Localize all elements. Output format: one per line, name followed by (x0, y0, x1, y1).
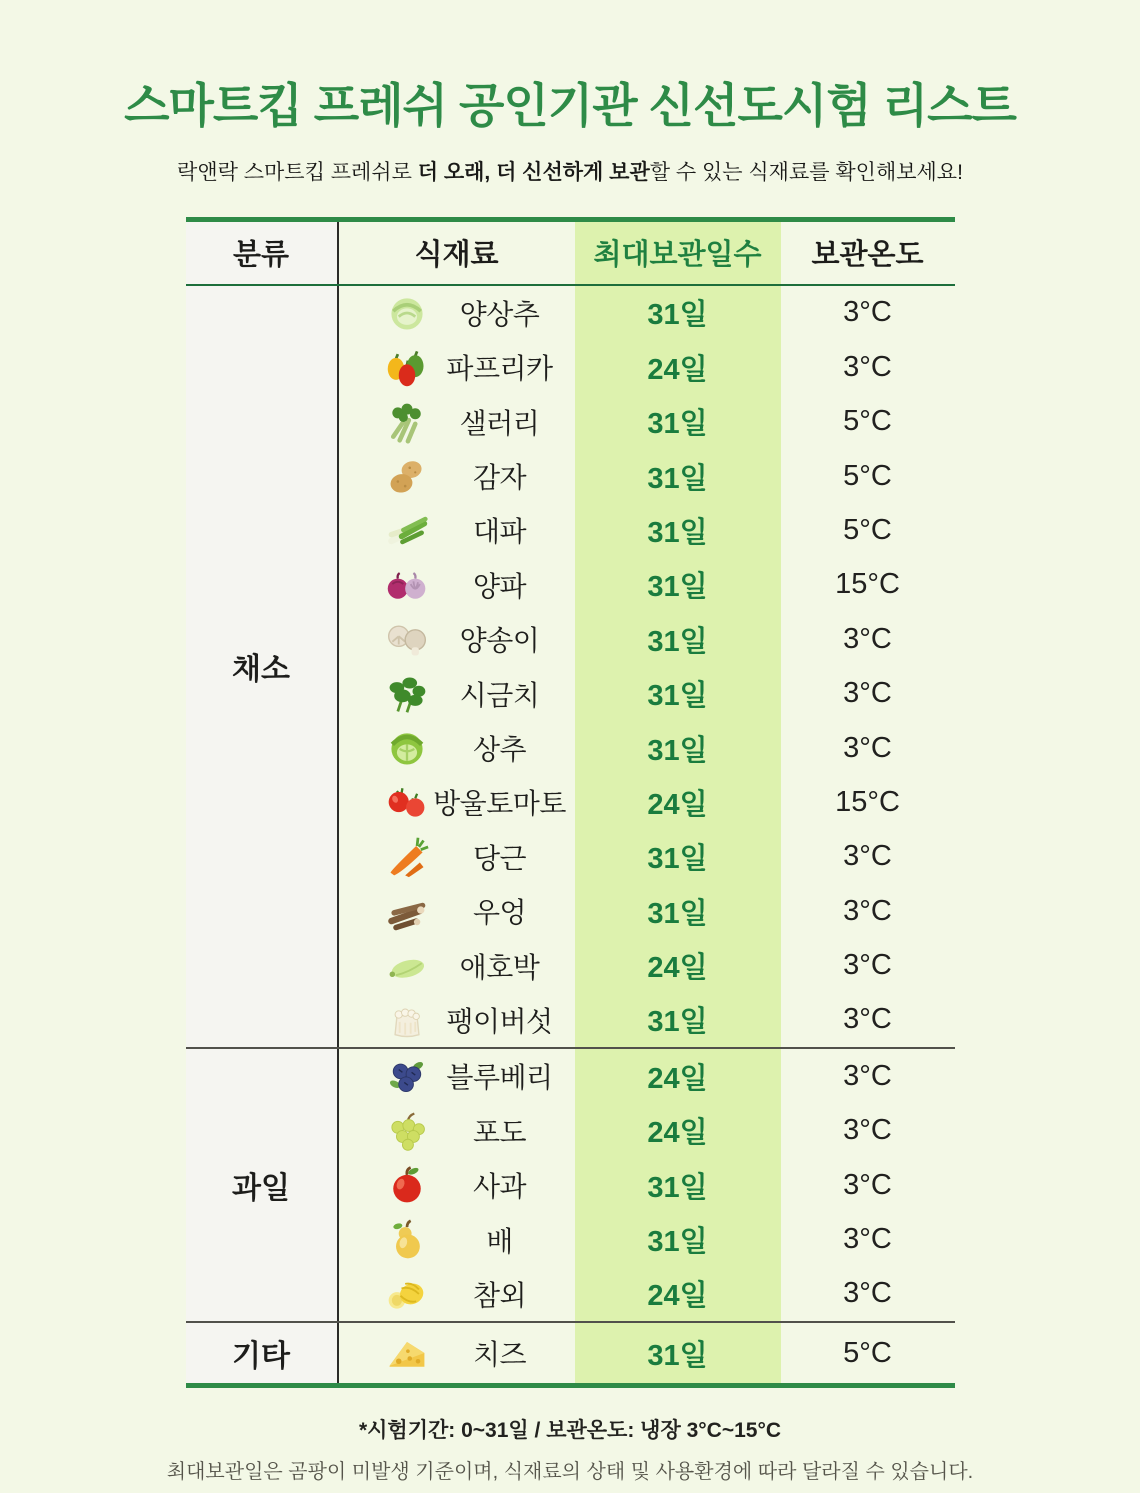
ingredient-cell (339, 1267, 575, 1321)
carrot-icon (383, 833, 431, 881)
ingredient-cell (339, 449, 575, 503)
burdock-icon (383, 887, 431, 935)
footnote-test-conditions: *시험기간: 0~31일 / 보관온도: 냉장 3°C~15°C (358, 1419, 782, 1443)
storage-temp-value: 5°C (843, 405, 892, 438)
ingredient-cell (339, 775, 575, 829)
storage-temp-value: 5°C (843, 513, 892, 546)
storage-temp-value: 3°C (843, 1223, 892, 1256)
ingredient-name: 애호박 (459, 951, 540, 983)
table-row (339, 1158, 955, 1212)
table-section (186, 286, 955, 1047)
onion-icon (383, 561, 431, 609)
header-max-days: 최대보관일수 (575, 222, 781, 284)
table-row (339, 449, 955, 503)
storage-temp-value: 3°C (843, 1168, 892, 1201)
max-days-value: 24일 (575, 340, 781, 394)
footnote-disclaimer: 최대보관일은 곰팡이 미발생 기준이며, 식재료의 상태 및 사용환경에 따라 달라질 수 있습니다. (166, 1461, 974, 1484)
ingredient-cell (339, 884, 575, 938)
lettuce-icon (383, 289, 431, 337)
grape-icon (383, 1107, 431, 1155)
table-row (339, 394, 955, 448)
button-mushroom-icon (383, 615, 431, 663)
table-row (339, 1267, 955, 1321)
green-onion-icon (383, 506, 431, 554)
zucchini-icon (383, 942, 431, 990)
category-cell: 과일 (186, 1049, 339, 1321)
storage-temp-value: 3°C (843, 1277, 892, 1310)
table-row (339, 503, 955, 557)
ingredient-name: 양상추 (459, 298, 540, 330)
table-header-row (186, 222, 955, 286)
ingredient-name: 파프리카 (446, 353, 553, 385)
table-section (186, 1321, 955, 1383)
table-body (186, 286, 955, 1383)
storage-temp-value: 3°C (843, 949, 892, 982)
ingredient-name: 블루베리 (446, 1062, 553, 1094)
freshness-table (186, 217, 955, 1388)
table-row (339, 721, 955, 775)
ingredient-name: 치즈 (472, 1339, 527, 1371)
storage-temp-value: 3°C (843, 677, 892, 710)
table-row (339, 612, 955, 666)
storage-temp-value: 5°C (843, 459, 892, 492)
ingredient-cell (339, 558, 575, 612)
table-row (339, 666, 955, 720)
subtitle-text-post: 할 수 있는 식재료를 확인해보세요! (649, 160, 963, 184)
table-row (339, 286, 955, 340)
table-row (339, 938, 955, 992)
max-days-value: 24일 (575, 1104, 781, 1158)
subtitle-text-pre: 락앤락 스마트킵 프레쉬로 (177, 160, 418, 184)
max-days-value: 31일 (575, 286, 781, 340)
ingredient-name: 대파 (472, 516, 527, 548)
ingredient-cell (339, 394, 575, 448)
table-row (339, 340, 955, 394)
storage-temp-value: 3°C (843, 840, 892, 873)
storage-temp-value: 15°C (835, 785, 900, 818)
ingredient-cell (339, 286, 575, 340)
table-row (339, 558, 955, 612)
max-days-value: 31일 (575, 830, 781, 884)
ingredient-cell (339, 1104, 575, 1158)
category-cell: 채소 (186, 286, 339, 1047)
max-days-value: 24일 (575, 1267, 781, 1321)
max-days-value: 31일 (575, 503, 781, 557)
ingredient-cell (339, 830, 575, 884)
table-row (339, 1104, 955, 1158)
table-row (339, 993, 955, 1047)
enoki-mushroom-icon (383, 996, 431, 1044)
subtitle-text-bold: 더 오래, 더 신선하게 보관 (417, 160, 650, 184)
storage-temp-value: 3°C (843, 622, 892, 655)
table-row (339, 884, 955, 938)
max-days-value: 31일 (575, 612, 781, 666)
ingredient-cell (339, 1049, 575, 1103)
page-title: 스마트킵 프레쉬 공인기관 신선도시험 리스트 (124, 79, 1016, 132)
table-row (339, 1049, 955, 1103)
ingredient-name: 포도 (472, 1116, 527, 1148)
spinach-icon (383, 670, 431, 718)
ingredient-name: 참외 (472, 1279, 527, 1311)
max-days-value: 31일 (575, 721, 781, 775)
storage-temp-value: 3°C (843, 296, 892, 329)
ingredient-name: 샐러리 (459, 407, 540, 439)
max-days-value: 31일 (575, 1212, 781, 1266)
storage-temp-value: 3°C (843, 1003, 892, 1036)
storage-temp-value: 5°C (843, 1336, 892, 1369)
ingredient-name: 사과 (472, 1171, 527, 1203)
pear-icon (383, 1216, 431, 1264)
ingredient-name: 시금치 (459, 679, 540, 711)
storage-temp-value: 15°C (835, 568, 900, 601)
table-row (339, 775, 955, 829)
max-days-value: 31일 (575, 558, 781, 612)
ingredient-name: 배 (486, 1225, 513, 1257)
ingredient-name: 양송이 (459, 625, 540, 657)
celery-icon (383, 398, 431, 446)
ingredient-cell (339, 1158, 575, 1212)
max-days-value: 31일 (575, 1323, 781, 1383)
ingredient-cell (339, 721, 575, 775)
max-days-value: 31일 (575, 394, 781, 448)
max-days-value: 24일 (575, 938, 781, 992)
ingredient-cell (339, 938, 575, 992)
max-days-value: 31일 (575, 993, 781, 1047)
ingredient-name: 팽이버섯 (446, 1005, 553, 1037)
blueberry-icon (383, 1052, 431, 1100)
table-row (339, 1323, 955, 1383)
ingredient-name: 양파 (472, 570, 527, 602)
ingredient-cell (339, 666, 575, 720)
ingredient-cell (339, 612, 575, 666)
max-days-value: 24일 (575, 1049, 781, 1103)
cherry-tomato-icon (383, 778, 431, 826)
ingredient-name: 상추 (472, 734, 527, 765)
storage-temp-value: 3°C (843, 1059, 892, 1092)
cheese-icon (383, 1329, 431, 1377)
table-row (339, 1212, 955, 1266)
leaf-lettuce-icon (383, 724, 431, 772)
ingredient-cell (339, 503, 575, 557)
storage-temp-value: 3°C (843, 1114, 892, 1147)
header-ingredient: 식재료 (414, 239, 499, 272)
ingredient-name: 당근 (472, 842, 527, 874)
header-category: 분류 (186, 222, 339, 284)
paprika-icon (383, 343, 431, 391)
korean-melon-icon (383, 1270, 431, 1318)
apple-icon (383, 1161, 431, 1209)
ingredient-name: 방울토마토 (433, 788, 566, 820)
table-row (339, 830, 955, 884)
ingredient-name: 감자 (472, 462, 527, 494)
ingredient-cell (339, 1323, 575, 1383)
ingredient-cell (339, 1212, 575, 1266)
header-storage-temp: 보관온도 (811, 239, 924, 272)
ingredient-name: 우엉 (472, 897, 527, 929)
page-subtitle (0, 156, 1140, 186)
ingredient-cell (339, 340, 575, 394)
storage-temp-value: 3°C (843, 731, 892, 764)
category-cell: 기타 (186, 1323, 339, 1383)
ingredient-cell (339, 993, 575, 1047)
potato-icon (383, 452, 431, 500)
max-days-value: 31일 (575, 884, 781, 938)
storage-temp-value: 3°C (843, 350, 892, 383)
max-days-value: 31일 (575, 666, 781, 720)
max-days-value: 31일 (575, 1158, 781, 1212)
table-section (186, 1047, 955, 1321)
storage-temp-value: 3°C (843, 894, 892, 927)
max-days-value: 31일 (575, 449, 781, 503)
max-days-value: 24일 (575, 775, 781, 829)
